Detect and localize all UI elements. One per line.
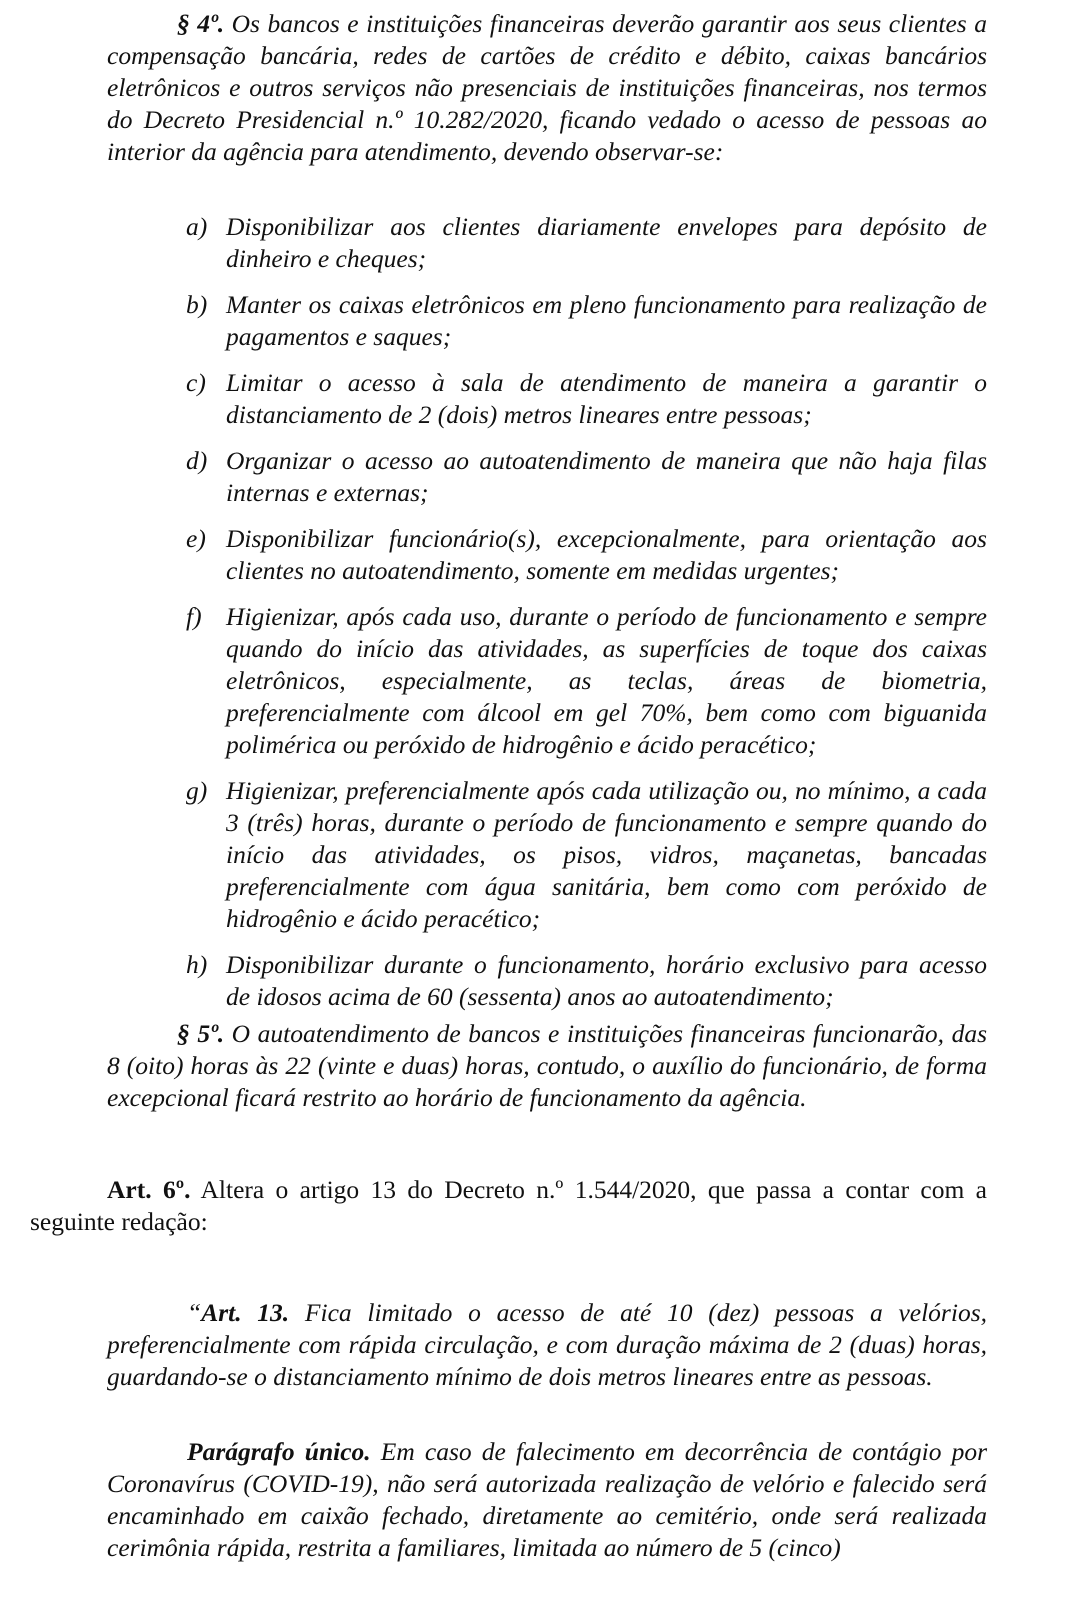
list-item [186,523,987,587]
item-label: h) [186,950,208,979]
item-text: Higienizar, preferencialmente após cada utilização ou, no mínimo, a cada 3 (três) horas, durante o período de funcionamento e sempre quando do início das atividades, os pisos, vidros, maçanetas, bancadas preferencialmente com água sanitária, bem como com peróxido de hidrogênio e ácido peracético; [226,776,987,933]
paragrafo-unico [107,1436,987,1564]
item-text: Manter os caixas eletrônicos em pleno funcionamento para realização de pagamentos e saques; [226,290,987,351]
list-item [186,367,987,431]
open-quote: “ [187,1298,202,1327]
list-item [186,601,987,761]
item-label: e) [186,524,206,553]
item-text: Disponibilizar aos clientes diariamente envelopes para depósito de dinheiro e cheques; [226,212,987,273]
article-13 [107,1297,987,1393]
paragraph-5-text: O autoatendimento de bancos e instituições financeiras funcionarão, das 8 (oito) horas às 22 (vinte e duas) horas, contudo, o auxílio do funcionário, de forma excepcional ficará restrito ao horário de funcionamento da agência. [107,1019,987,1112]
paragraph-4-text: Os bancos e instituições financeiras deverão garantir aos seus clientes a compensação bancária, redes de cartões de crédito e débito, caixas bancários eletrônicos e outros serviços não presenciais de instituições financeiras, nos termos do Decreto Presidencial n.º 10.282/2020, ficando vedado o acesso de pessoas ao interior da agência para atendimento, devendo observar-se: [107,9,987,166]
list-item [186,775,987,935]
list-item [186,445,987,509]
article-13-label: Art. 13. [201,1298,290,1327]
article-6-text: Altera o artigo 13 do Decreto n.º 1.544/2020, que passa a contar com a seguinte redação: [30,1175,988,1236]
item-label: c) [186,368,206,397]
item-label: b) [186,290,208,319]
article-13-text: Fica limitado o acesso de até 10 (dez) pessoas a velórios, preferencialmente com rápida circulação, e com duração máxima de 2 (duas) horas, guardando-se o distanciamento mínimo de dois metros lineares entre as pessoas. [107,1298,987,1391]
item-text: Disponibilizar durante o funcionamento, horário exclusivo para acesso de idosos acima de 60 (sessenta) anos ao autoatendimento; [226,950,987,1011]
paragrafo-unico-text: Em caso de falecimento em decorrência de contágio por Coronavírus (COVID-19), não será autorizada realização de velório e falecido será encaminhado em caixão fechado, diretamente ao cemitério, onde será realizada cerimônia rápida, restrita a familiares, limitada ao número de 5 (cinco) [107,1437,988,1562]
list-item [186,949,987,1013]
item-text: Disponibilizar funcionário(s), excepcionalmente, para orientação aos clientes no autoatendimento, somente em medidas urgentes; [226,524,987,585]
item-text: Limitar o acesso à sala de atendimento de maneira a garantir o distanciamento de 2 (dois) metros lineares entre pessoas; [226,368,987,429]
paragraph-5-label: § 5º. [177,1019,225,1048]
paragraph-4-label: § 4º. [177,9,225,38]
item-label: d) [186,446,208,475]
list-item [186,211,987,275]
item-label: f) [186,602,202,631]
item-text: Organizar o acesso ao autoatendimento de maneira que não haja filas internas e externas; [226,446,987,507]
item-list [186,211,987,1027]
item-label: a) [186,212,208,241]
article-6-label: Art. 6º. [107,1175,191,1204]
item-label: g) [186,776,208,805]
paragraph-4 [107,8,987,168]
article-6 [30,1174,987,1238]
paragrafo-unico-label: Parágrafo único. [187,1437,371,1466]
list-item [186,289,987,353]
paragraph-5 [107,1018,987,1114]
item-text: Higienizar, após cada uso, durante o período de funcionamento e sempre quando do início das atividades, as superfícies de toque dos caixas eletrônicos, especialmente, as teclas, áreas de biometria, preferencialmente com álcool em gel 70%, bem como com biguanida polimérica ou peróxido de hidrogênio e ácido peracético; [226,602,987,759]
